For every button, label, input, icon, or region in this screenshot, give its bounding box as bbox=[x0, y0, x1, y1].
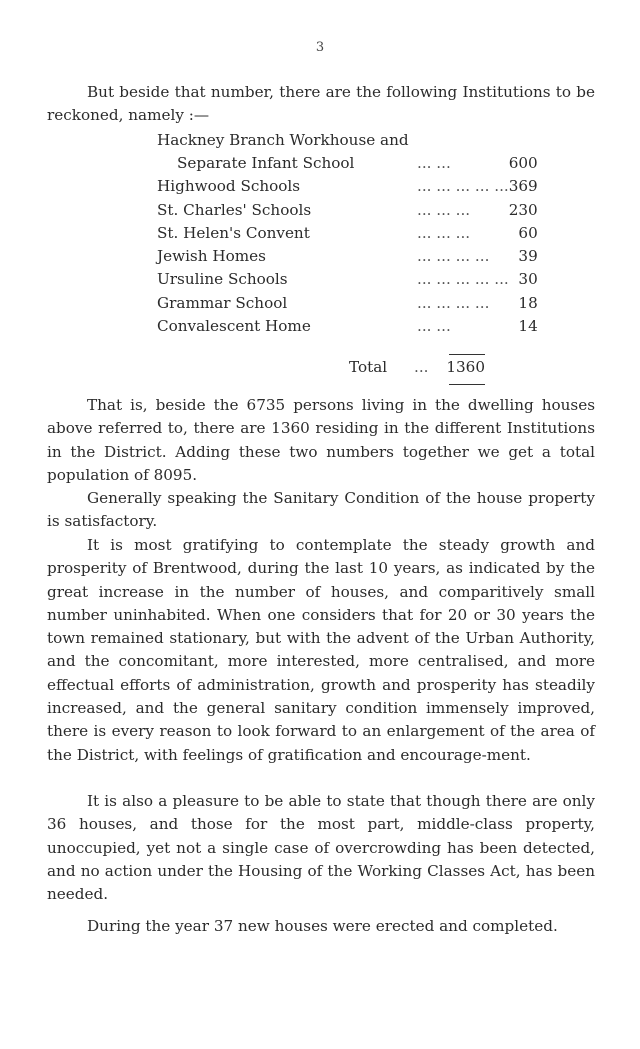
leader-dots: ... ... bbox=[417, 153, 451, 172]
leader-dots: ... ... ... ... ... bbox=[417, 270, 509, 289]
table-row bbox=[157, 221, 538, 244]
leader-dots: ... ... ... ... bbox=[417, 247, 490, 266]
institution-count: 230 bbox=[508, 200, 538, 219]
institution-name: Jewish Homes bbox=[157, 247, 266, 266]
table-row bbox=[157, 128, 538, 151]
table-row bbox=[157, 244, 538, 267]
leader-dots: ... bbox=[414, 358, 429, 376]
table-row bbox=[157, 291, 538, 314]
table-row bbox=[157, 198, 538, 221]
leader-dots: ... ... ... bbox=[417, 200, 471, 219]
institution-name: Convalescent Home bbox=[157, 317, 311, 336]
institution-count: 18 bbox=[518, 293, 538, 312]
leader-dots: ... ... ... ... ... bbox=[417, 177, 509, 196]
institution-name: Grammar School bbox=[157, 293, 288, 312]
table-row bbox=[157, 268, 538, 291]
paragraph: Generally speaking the Sanitary Condition of the house property is satisfactory. bbox=[47, 489, 595, 531]
total-label: Total bbox=[349, 358, 388, 376]
institution-name: Highwood Schools bbox=[157, 177, 301, 196]
institution-count: 369 bbox=[508, 177, 538, 196]
paragraph: That is, beside the 6735 persons living in the dwelling houses above referred to, there are 1360 residing in the different Institutions in the District. Adding these two numbers together we get a total population of 8095. bbox=[47, 396, 595, 484]
institution-count: 14 bbox=[518, 317, 538, 336]
total-rule bbox=[449, 384, 485, 385]
page-number: 3 bbox=[315, 40, 325, 55]
table-row bbox=[157, 314, 538, 337]
table-row bbox=[157, 175, 538, 198]
paragraph: During the year 37 new houses were erected and completed. bbox=[87, 917, 558, 935]
leader-dots: ... ... ... bbox=[417, 223, 471, 242]
sum-rule bbox=[449, 354, 485, 355]
total-value: 1360 bbox=[446, 358, 485, 376]
institution-name: Ursuline Schools bbox=[157, 270, 288, 289]
institution-name: St. Charles' Schools bbox=[157, 200, 312, 219]
leader-dots: ... ... bbox=[417, 317, 451, 336]
institution-count: 600 bbox=[508, 153, 538, 172]
institution-count: 39 bbox=[518, 247, 538, 266]
institution-name: St. Helen's Convent bbox=[157, 223, 310, 242]
institutions-table bbox=[157, 128, 538, 338]
institution-name: Hackney Branch Workhouse and bbox=[157, 130, 409, 149]
institution-name: Separate Infant School bbox=[177, 153, 355, 172]
paragraph: It is most gratifying to contemplate the steady growth and prosperity of Brentwood, during the last 10 years, as indicated by the great increase in the number of houses, and comparitively small number uninhabited. When one considers that for 20 or 30 years the town remained stationary, but with the advent of the Urban Authority, and the concomitant, more interested, more centralised, and more effectual efforts of administration, growth and prosperity has steadily increased, and the general sanitary condition immensely improved, there is every reason to look forward to an enlargement of the area of the District, with feelings of gratification and encourage-ment. bbox=[47, 536, 595, 764]
institution-count: 60 bbox=[518, 223, 538, 242]
leader-dots: ... ... ... ... bbox=[417, 293, 490, 312]
institution-count: 30 bbox=[518, 270, 538, 289]
table-row bbox=[157, 151, 538, 174]
paragraph: It is also a pleasure to be able to state that though there are only 36 houses, and those for the most part, middle-class property, unoccupied, yet not a single case of overcrowding has been detected, and no action under the Housing of the Working Classes Act, has been needed. bbox=[47, 792, 595, 904]
intro-paragraph: But beside that number, there are the following Institutions to be reckoned, namely :— bbox=[47, 83, 595, 125]
